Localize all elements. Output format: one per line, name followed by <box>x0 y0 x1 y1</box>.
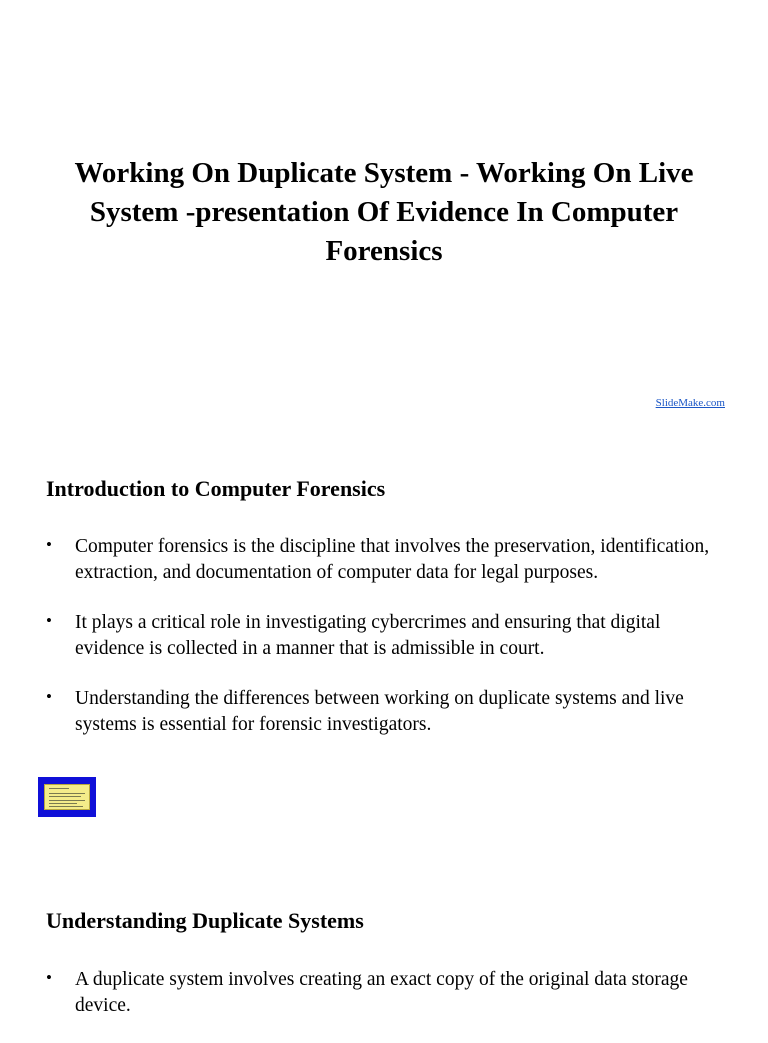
bullet-icon: • <box>46 687 52 706</box>
section-heading-introduction: Introduction to Computer Forensics <box>46 476 386 501</box>
slidemake-link[interactable]: SlideMake.com <box>655 397 725 409</box>
thumbnail-heading-line <box>49 788 69 789</box>
list-item <box>46 686 726 738</box>
list-item <box>46 967 726 1019</box>
bullet-text: A duplicate system involves creating an exact copy of the original data storage device. <box>75 969 688 1016</box>
thumbnail-text-line <box>49 793 85 794</box>
bullet-text: Understanding the differences between working on duplicate systems and live systems is essential for forensic investigators. <box>75 688 684 735</box>
duplicate-systems-bullet-list <box>46 967 726 1043</box>
bullet-text: It plays a critical role in investigating cybercrimes and ensuring that digital evidence is collected in a manner that is admissible in court. <box>75 612 661 659</box>
introduction-bullet-list <box>46 534 726 762</box>
thumbnail-text-line <box>49 800 85 801</box>
list-item <box>46 610 726 662</box>
bullet-icon: • <box>46 535 52 554</box>
bullet-icon: • <box>46 611 52 630</box>
page-title: Working On Duplicate System - Working On Live System -presentation Of Evidence In Computer Forensics <box>74 157 694 267</box>
section-heading-duplicate-systems: Understanding Duplicate Systems <box>46 908 364 933</box>
thumbnail-text-line <box>49 796 81 797</box>
slide-thumbnail-preview <box>44 784 90 810</box>
list-item <box>46 534 726 586</box>
bullet-icon: • <box>46 968 52 987</box>
bullet-text: Computer forensics is the discipline that involves the preservation, identification, extraction, and documentation of computer data for legal purposes. <box>75 536 710 583</box>
thumbnail-text-line <box>49 803 77 804</box>
thumbnail-text-line <box>49 806 83 807</box>
slide-thumbnail[interactable] <box>38 777 96 817</box>
